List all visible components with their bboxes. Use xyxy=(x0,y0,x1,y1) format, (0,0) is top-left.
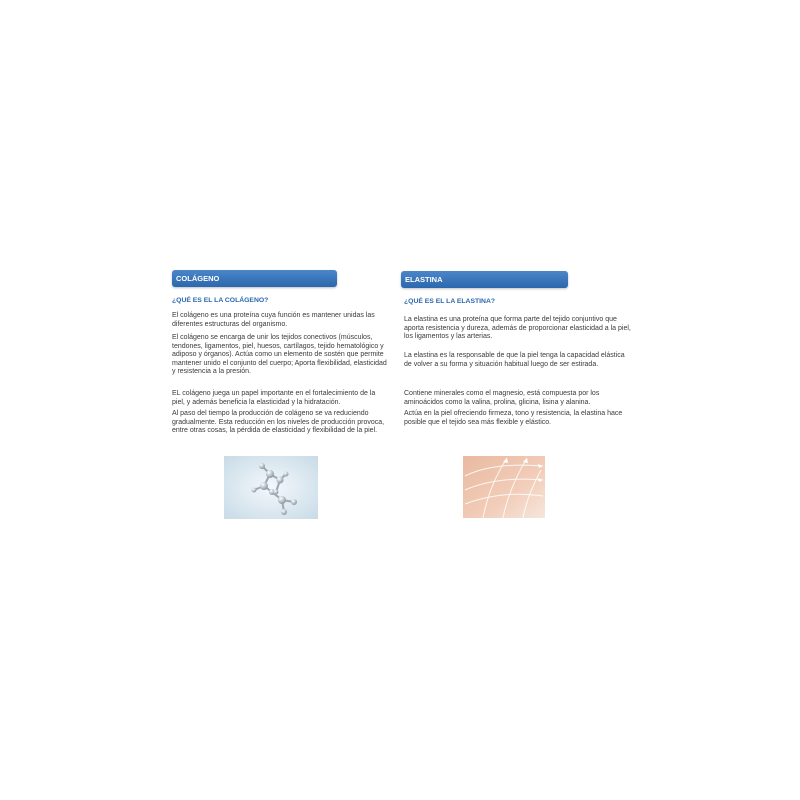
collagen-paragraph-4: Al paso del tiempo la producción de colágeno se va reduciendo gradualmente. Esta reducción en los niveles de producción provoca, entre otras cosas, la pérdida de elasticidad y flexibilidad de la piel. xyxy=(172,410,385,435)
collagen-paragraph-3: EL colágeno juega un papel importante en el fortalecimiento de la piel, y además beneficia la elasticidad y la hidratación. xyxy=(172,390,376,406)
elastin-paragraph-3: Contiene minerales como el magnesio, está compuesta por los aminoácidos como la valina, prolina, glicina, lisina y alanina. xyxy=(404,390,600,406)
elastin-question-heading: ¿QUÉ ES EL LA ELASTINA? xyxy=(404,298,496,305)
molecule-icon xyxy=(224,456,318,519)
collagen-paragraph-2: El colágeno se encarga de unir los tejidos conectivos (músculos, tendones, ligamentos, piel, huesos, cartílagos, tejido hematológico y adiposo y órganos). Actúa como un elemento de sostén que permite mantener unido el conjunto del cuerpo; Aporta flexibilidad, elasticidad y resistencia a la presión. xyxy=(172,334,387,376)
elastin-paragraph-1: La elastina es una proteína que forma parte del tejido conjuntivo que aporta resistencia y dureza, además de proporcionar elasticidad a la piel, los ligamentos y las arterias. xyxy=(404,316,631,341)
skin-texture-icon xyxy=(463,456,545,518)
elastin-paragraph-4: Actúa en la piel ofreciendo firmeza, tono y resistencia, la elastina hace posible que el tejido sea más flexible y elástico. xyxy=(404,410,623,426)
collagen-question-heading: ¿QUÉ ES EL LA COLÁGENO? xyxy=(172,297,269,304)
elastin-paragraph-2: La elastina es la responsable de que la piel tenga la capacidad elástica de volver a su forma y situación habitual luego de ser estirada. xyxy=(404,352,625,368)
elastin-banner: ELASTINA xyxy=(401,271,568,288)
collagen-paragraph-1: El colágeno es una proteína cuya función es mantener unidas las diferentes estructuras del organismo. xyxy=(172,312,375,328)
collagen-banner: COLÁGENO xyxy=(172,270,337,287)
